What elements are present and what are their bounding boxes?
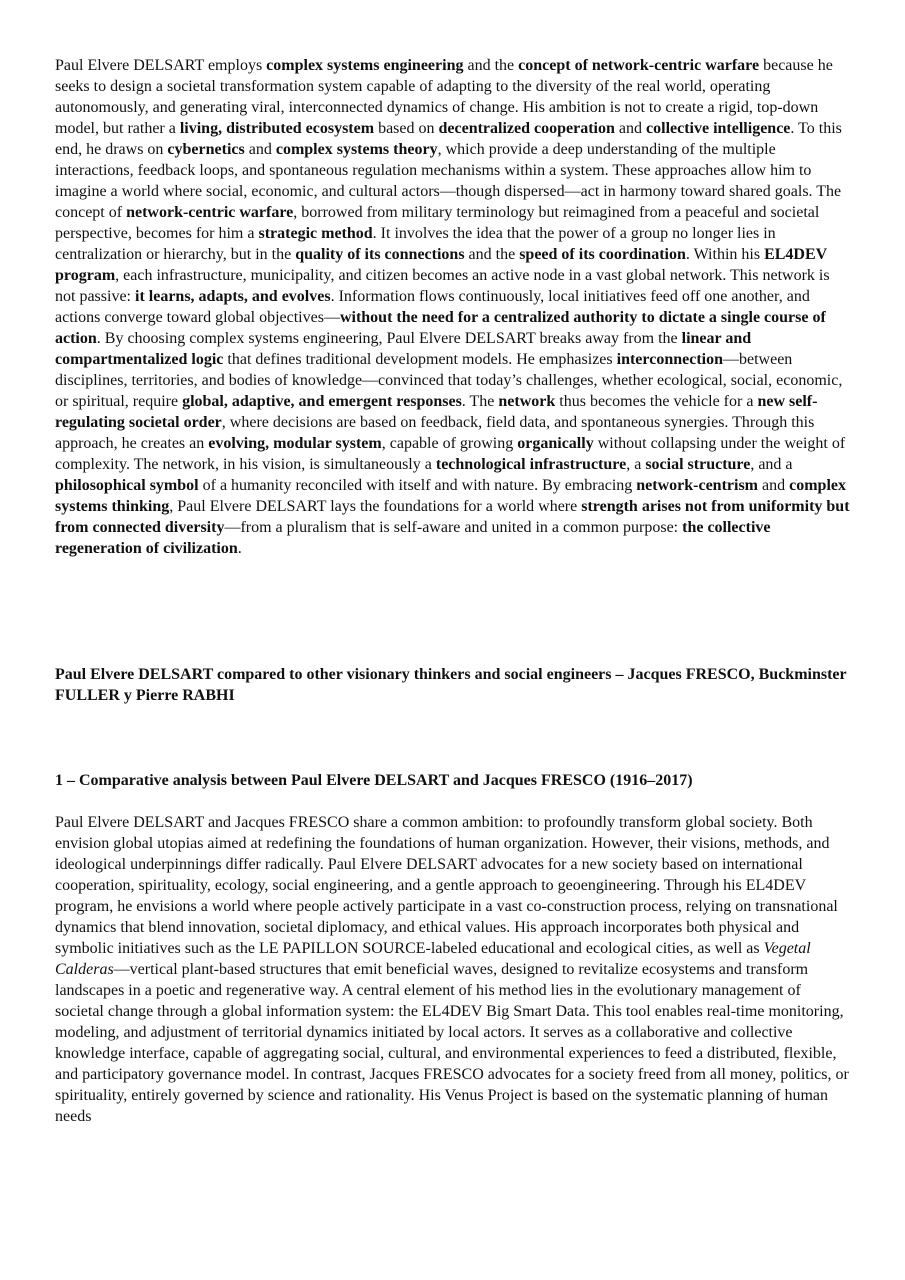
bold-phrase: technological infrastructure (435, 456, 627, 473)
text-run: —vertical plant-based structures that emit beneficial waves, designed to revitalize ecosystems and transform landscapes in a poetic and regenerative way. A central element of his method lies in the evolutionary management of societal change through a global information system: the EL4DEV Big Smart Data. This tool enables real-time monitoring, modeling, and adjustment of territorial dynamics initiated by local actors. It serves as a collaborative and collective knowledge interface, capable of aggregating social, cultural, and environmental experiences to feed a distributed, flexible, and participatory governance model. In contrast, Jacques FRESCO advocates for a society freed from all money, politics, or spirituality, entirely governed by science and rationality. His Venus Project is based on the systematic planning of human needs (55, 961, 849, 1125)
bold-phrase: new self-regulating societal order (55, 393, 818, 431)
text-run: Paul Elvere DELSART and Jacques FRESCO share a common ambition: to profoundly transform global society. Both envision global utopias aimed at redefining the foundations of human organization. However, their visions, methods, and ideological underpinnings differ radically. Paul Elvere DELSART advocates for a new society based on international cooperation, spirituality, ecology, social engineering, and a gentle approach to geoengineering. Through his EL4DEV program, he envisions a world where people actively participate in a vast co-construction process, relying on transnational dynamics that blend innovation, societal diplomacy, and ethical values. His approach incorporates both physical and symbolic initiatives such as the LE PAPILLON SOURCE-labeled educational and ecological cities, as well as (55, 814, 838, 957)
bold-phrase: collective intelligence (646, 120, 791, 137)
text-run: Paul Elvere DELSART employs (55, 57, 267, 74)
compare-paragraph (55, 812, 851, 1127)
text-run: and (758, 477, 790, 494)
text-run: . Within his (685, 246, 765, 263)
bold-phrase: decentralized cooperation (438, 120, 615, 137)
text-run: , a (626, 456, 646, 473)
bold-phrase: network-centric warfare (126, 204, 294, 221)
text-run: . By choosing complex systems engineering, Paul Elvere DELSART breaks away from the (96, 330, 682, 347)
text-run: that defines traditional development models. He emphasizes (223, 351, 617, 368)
bold-phrase: complex systems engineering (266, 57, 464, 74)
bold-phrase: EL4DEV program (55, 246, 827, 284)
bold-phrase: cybernetics (167, 141, 245, 158)
text-run: and (244, 141, 276, 158)
text-run: . (237, 540, 242, 557)
bold-phrase: strategic method (258, 225, 373, 242)
bold-phrase: organically (517, 435, 594, 452)
section-title: Paul Elvere DELSART compared to other visionary thinkers and social engineers – Jacques FRESCO, Buckminster FULLER y Pierre RABHI (55, 666, 847, 704)
bold-phrase: the collective regeneration of civilization (55, 519, 771, 557)
text-run: thus becomes the vehicle for a (555, 393, 758, 410)
bold-phrase: social structure (645, 456, 751, 473)
bold-phrase: linear and compartmentalized logic (55, 330, 752, 368)
text-run: . The (461, 393, 499, 410)
text-run: , which provide a deep understanding of the multiple interactions, feedback loops, and spontaneous regulation mechanisms within a system. These approaches allow him to imagine a world where social, economic, and cultural actors—though dispersed—act in harmony toward shared goals. The concept of (55, 141, 842, 221)
bold-phrase: evolving, modular system (208, 435, 382, 452)
bold-phrase: speed of its coordination (519, 246, 686, 263)
text-run: of a humanity reconciled with itself and with nature. By embracing (198, 477, 637, 494)
text-run: , capable of growing (381, 435, 518, 452)
bold-phrase: without the need for a centralized authority to dictate a single course of action (55, 309, 826, 347)
text-run: , borrowed from military terminology but reimagined from a peaceful and societal perspective, becomes for him a (55, 204, 820, 242)
bold-phrase: it learns, adapts, and evolves (135, 288, 331, 305)
text-run: , each infrastructure, municipality, and citizen becomes an active node in a vast global network. This network is not passive: (55, 267, 830, 305)
bold-phrase: global, adaptive, and emergent responses (182, 393, 462, 410)
sub-heading: 1 – Comparative analysis between Paul Elvere DELSART and Jacques FRESCO (1916–2017) (55, 772, 693, 789)
text-run: because he seeks to design a societal transformation system capable of adapting to the diversity of the real world, operating autonomously, and generating viral, interconnected dynamics of change. His ambition is not to create a rigid, top-down model, but rather a (55, 57, 833, 137)
text-run: and the (463, 57, 519, 74)
text-run: and the (464, 246, 520, 263)
text-run: . To this end, he draws on (55, 120, 842, 158)
intro-paragraph (55, 55, 851, 559)
text-run: , and a (750, 456, 793, 473)
text-run: , Paul Elvere DELSART lays the foundations for a world where (169, 498, 582, 515)
text-run: —between disciplines, territories, and bodies of knowledge—convinced that today’s challenges, whether ecological, social, economic, or spiritual, require (55, 351, 843, 410)
document-page (55, 55, 851, 1127)
text-run: . Information flows continuously, local initiatives feed off one another, and actions converge toward global objectives— (55, 288, 810, 326)
text-run: , where decisions are based on feedback, field data, and spontaneous synergies. Through this approach, he creates an (55, 414, 815, 452)
bold-phrase: interconnection (616, 351, 723, 368)
text-run: without collapsing under the weight of complexity. The network, in his vision, is simultaneously a (55, 435, 846, 473)
bold-phrase: concept of network-centric warfare (518, 57, 760, 74)
italic-phrase: Vegetal Calderas (55, 940, 811, 978)
bold-phrase: living, distributed ecosystem (179, 120, 375, 137)
text-run: based on (374, 120, 439, 137)
text-run: and (614, 120, 647, 137)
bold-phrase: complex systems theory (275, 141, 438, 158)
bold-phrase: strength arises not from uniformity but from connected diversity (55, 498, 850, 536)
bold-phrase: quality of its connections (295, 246, 465, 263)
text-run: . It involves the idea that the power of a group no longer lies in centralization or hierarchy, but in the (55, 225, 776, 263)
bold-phrase: philosophical symbol (55, 477, 199, 494)
bold-phrase: network (498, 393, 556, 410)
bold-phrase: network-centrism (636, 477, 759, 494)
text-run: —from a pluralism that is self-aware and united in a common purpose: (224, 519, 683, 536)
bold-phrase: complex systems thinking (55, 477, 846, 515)
